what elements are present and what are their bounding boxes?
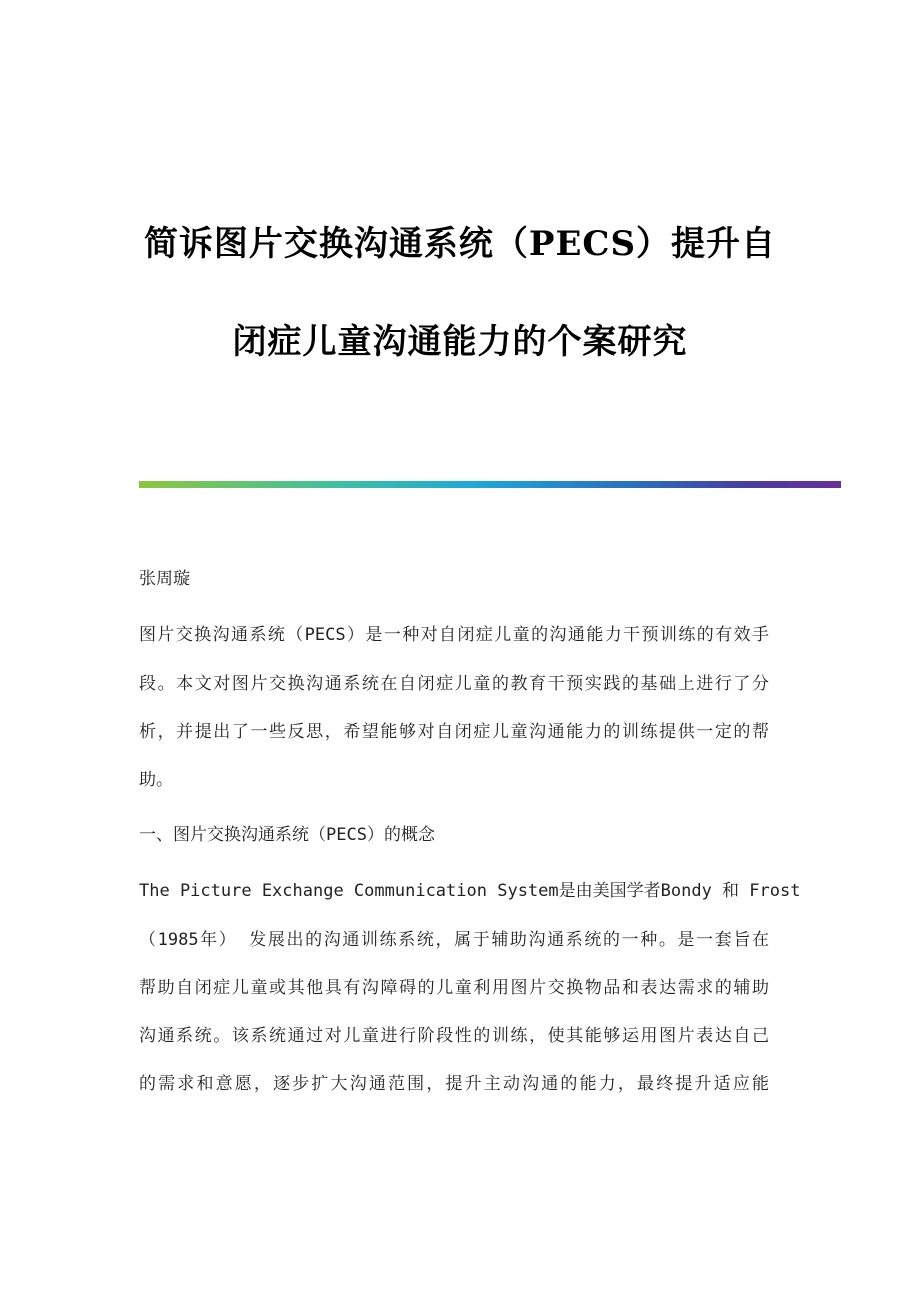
abstract-line-3: 析，并提出了一些反思，希望能够对自闭症儿童沟通能力的训练提供一定的帮 [139, 722, 769, 742]
body-line-2: （1985年） 发展出的沟通训练系统，属于辅助沟通系统的一种。是一套旨在 [139, 930, 769, 950]
body-line-3: 帮助自闭症儿童或其他具有沟障碍的儿童利用图片交换物品和表达需求的辅助 [139, 978, 769, 998]
body-line-5: 的需求和意愿，逐步扩大沟通范围，提升主动沟通的能力，最终提升适应能 [139, 1074, 769, 1094]
title-divider [139, 481, 841, 488]
body-line-1: The Picture Exchange Communication System是由美国学者Bondy 和 Frost [139, 881, 801, 901]
abstract-line-4: 助。 [139, 770, 173, 790]
author-name: 张周璇 [139, 569, 190, 589]
abstract-line-2: 段。本文对图片交换沟通系统在自闭症儿童的教育干预实践的基础上进行了分 [139, 674, 769, 694]
document-title-line-2: 闭症儿童沟通能力的个案研究 [232, 322, 688, 362]
document-title-line-1: 简诉图片交换沟通系统（PECS）提升自 [143, 224, 777, 264]
section-heading: 一、图片交换沟通系统（PECS）的概念 [139, 825, 435, 845]
abstract-line-1: 图片交换沟通系统（PECS）是一种对自闭症儿童的沟通能力干预训练的有效手 [139, 625, 769, 645]
body-line-4: 沟通系统。该系统通过对儿童进行阶段性的训练，使其能够运用图片表达自己 [139, 1026, 769, 1046]
